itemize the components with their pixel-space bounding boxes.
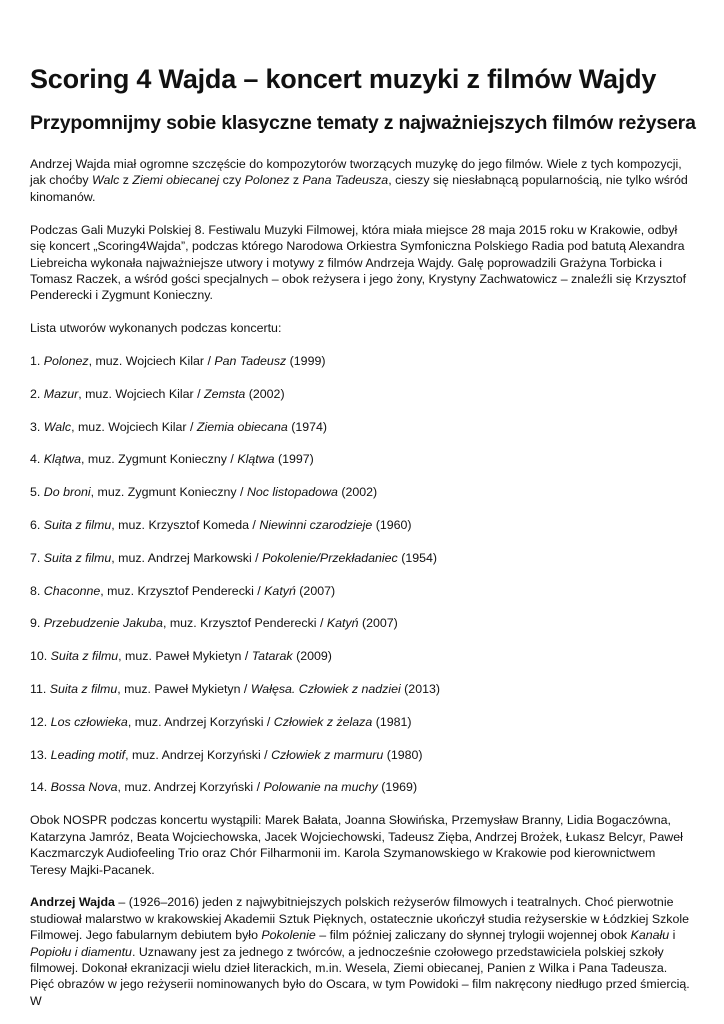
track-item: 14. Bossa Nova, muz. Andrzej Korzyński / Polowanie na muchy (1969) bbox=[30, 780, 418, 795]
track-item: 5. Do broni, muz. Zygmunt Konieczny / Noc listopadowa (2002) bbox=[30, 485, 378, 500]
track-item: 12. Los człowieka, muz. Andrzej Korzyński / Człowiek z żelaza (1981) bbox=[30, 714, 412, 729]
gala-paragraph: Podczas Gali Muzyki Polskiej 8. Festiwalu Muzyki Filmowej, która miała miejsce 28 maja 2015 roku w Krakowie, odbył się koncert „Scoring4Wajda”, podczas którego Narodowa Orkiestra Symfoniczna Polskiego Radia pod batutą Alexandra Liebreicha wykonała najważniejsze utwory i motywy z filmów Andrzeja Wajdy. Galę poprowadzili Grażyna Torbicka i Tomasz Raczek, a wśród gości specjalnych – obok reżysera i jego żony, Krystyny Zachwatowicz – znaleźli się Krzysztof Penderecki i Zygmunt Konieczny. bbox=[30, 222, 687, 303]
track-item: 2. Mazur, muz. Wojciech Kilar / Zemsta (2002) bbox=[30, 386, 285, 401]
track-item: 3. Walc, muz. Wojciech Kilar / Ziemia obiecana (1974) bbox=[30, 419, 328, 434]
track-list bbox=[30, 353, 694, 796]
track-item: 4. Klątwa, muz. Zygmunt Konieczny / Klątwa (1997) bbox=[30, 452, 314, 467]
track-item: 13. Leading motif, muz. Andrzej Korzyński / Człowiek z marmuru (1980) bbox=[30, 747, 423, 762]
track-item: 1. Polonez, muz. Wojciech Kilar / Pan Tadeusz (1999) bbox=[30, 354, 326, 369]
page-title: Scoring 4 Wajda – koncert muzyki z filmów Wajdy bbox=[30, 64, 657, 94]
intro-paragraph: Andrzej Wajda miał ogromne szczęście do kompozytorów tworzących muzykę do jego filmów. Wiele z tych kompozycji, jak choćby Walc z Ziemi obiecanej czy Polonez z Pana Tadeusza, cieszy się niesłabnącą popularnością, nie tylko wśród kinomanów. bbox=[30, 157, 688, 204]
page-subtitle: Przypomnijmy sobie klasyczne tematy z najważniejszych filmów reżysera bbox=[30, 112, 696, 134]
track-list-intro: Lista utworów wykonanych podczas koncertu: bbox=[30, 321, 282, 336]
article-body bbox=[30, 156, 694, 1009]
bio-paragraph: Andrzej Wajda – (1926–2016) jeden z najwybitniejszych polskich reżyserów filmowych i teatralnych. Choć pierwotnie studiował malarstwo w krakowskiej Akademii Sztuk Pięknych, ostatecznie ukończył studia reżyserskie w Łódzkiej Szkole Filmowej. Jego fabularnym debiutem było Pokolenie – film później zaliczany do słynnej trylogii wojennej obok Kanału i Popiołu i diamentu. Uznawany jest za jednego z twórców, a jednocześnie czołowego przedstawiciela polskiej szkoły filmowej. Dokonał ekranizacji wielu dzieł literackich, m.in. Wesela, Ziemi obiecanej, Panien z Wilka i Pana Tadeusza. Pięć obrazów w jego reżyserii nominowanych było do Oscara, w tym Powidoki – film nakręcony niedługo przed śmiercią. W bbox=[30, 895, 690, 1008]
track-item: 10. Suita z filmu, muz. Paweł Mykietyn / Tatarak (2009) bbox=[30, 649, 332, 664]
performers-paragraph: Obok NOSPR podczas koncertu wystąpili: Marek Bałata, Joanna Słowińska, Przemysław Branny, Lidia Bogaczówna, Katarzyna Jamróz, Beata Wojciechowska, Jacek Wojciechowski, Tadeusz Zięba, Andrzej Brożek, Łukasz Belcyr, Paweł Kaczmarczyk Audiofeeling Trio oraz Chór Filharmonii im. Karola Szymanowskiego w Krakowie pod kierownictwem Teresy Majki-Pacanek. bbox=[30, 813, 683, 877]
track-item: 11. Suita z filmu, muz. Paweł Mykietyn / Wałęsa. Człowiek z nadziei (2013) bbox=[30, 682, 440, 697]
track-item: 7. Suita z filmu, muz. Andrzej Markowski / Pokolenie/Przekładaniec (1954) bbox=[30, 550, 438, 565]
bio-name: Andrzej Wajda bbox=[30, 895, 115, 910]
track-item: 8. Chaconne, muz. Krzysztof Penderecki / Katyń (2007) bbox=[30, 583, 336, 598]
track-item: 9. Przebudzenie Jakuba, muz. Krzysztof Penderecki / Katyń (2007) bbox=[30, 616, 398, 631]
track-item: 6. Suita z filmu, muz. Krzysztof Komeda / Niewinni czarodzieje (1960) bbox=[30, 518, 412, 533]
